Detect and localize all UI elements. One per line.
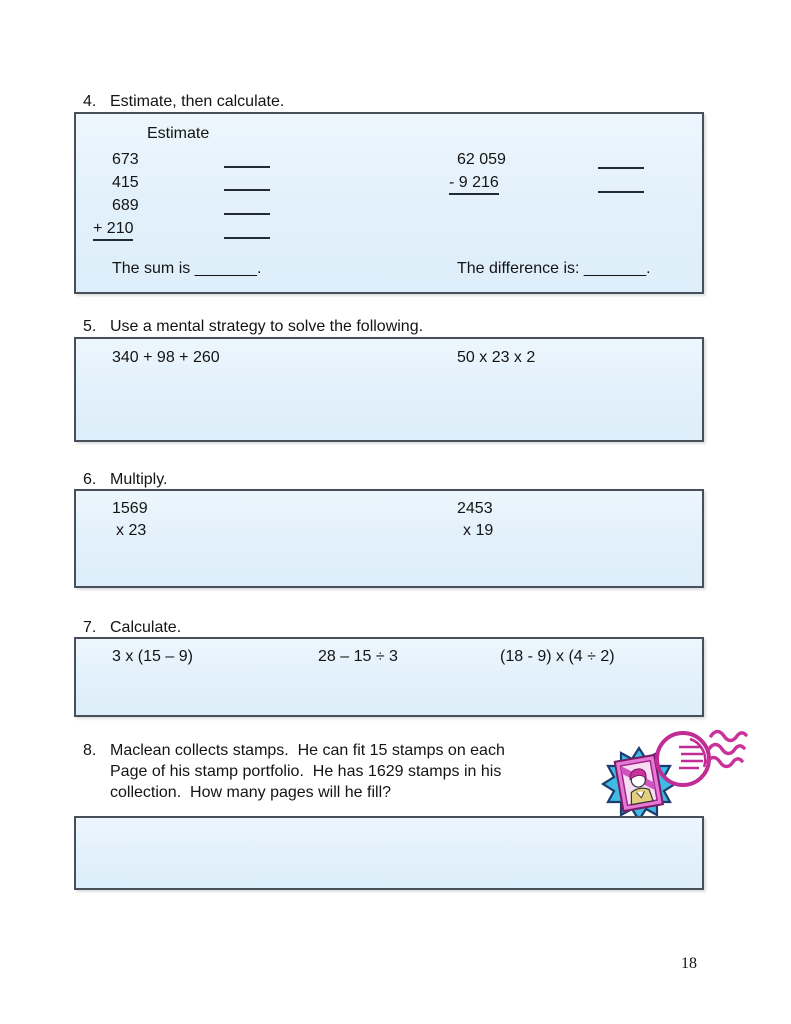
question-6-number: 6. bbox=[83, 471, 97, 488]
calculate-expression-3: (18 - 9) x (4 ÷ 2) bbox=[500, 648, 615, 665]
estimate-blank-line bbox=[224, 166, 270, 168]
question-5-prompt: Use a mental strategy to solve the following. bbox=[110, 318, 424, 335]
question-8-number: 8. bbox=[83, 742, 97, 759]
multiplication-right-bottom: x 19 bbox=[463, 522, 494, 539]
question-7-number: 7. bbox=[83, 619, 97, 636]
sum-answer-line: The sum is _______. bbox=[112, 260, 262, 277]
answer-box-q8 bbox=[74, 816, 704, 890]
calculate-expression-1: 3 x (15 – 9) bbox=[112, 648, 193, 665]
question-8-text-line-3: collection. How many pages will he fill? bbox=[110, 784, 392, 801]
addend-1: 673 bbox=[112, 151, 139, 168]
calculate-expression-2: 28 – 15 ÷ 3 bbox=[318, 648, 398, 665]
addend-4-with-plus: + 210 bbox=[93, 219, 133, 241]
answer-box-q7 bbox=[74, 637, 704, 717]
answer-box-q4 bbox=[74, 112, 704, 294]
question-4-number: 4. bbox=[83, 93, 97, 110]
question-8-text-line-2: Page of his stamp portfolio. He has 1629 stamps in his bbox=[110, 763, 502, 780]
minuend: 62 059 bbox=[457, 151, 506, 168]
cancellation-waves-icon bbox=[707, 732, 746, 767]
question-6-prompt: Multiply. bbox=[110, 471, 168, 488]
subtrahend-with-minus: - 9 216 bbox=[449, 173, 499, 195]
mental-math-expression-right: 50 x 23 x 2 bbox=[457, 349, 536, 366]
postmark-icon bbox=[657, 733, 709, 785]
answer-box-q5 bbox=[74, 337, 704, 442]
question-4-prompt: Estimate, then calculate. bbox=[110, 93, 285, 110]
mental-math-expression-left: 340 + 98 + 260 bbox=[112, 349, 220, 366]
multiplication-left-top: 1569 bbox=[112, 500, 148, 517]
addend-2: 415 bbox=[112, 174, 139, 191]
question-7-prompt: Calculate. bbox=[110, 619, 182, 636]
estimate-blank-line bbox=[224, 213, 270, 215]
page-number: 18 bbox=[681, 955, 697, 972]
estimate-blank-line bbox=[598, 191, 644, 193]
question-5-number: 5. bbox=[83, 318, 97, 335]
estimate-blank-line bbox=[224, 189, 270, 191]
multiplication-left-bottom: x 23 bbox=[116, 522, 147, 539]
estimate-blank-line bbox=[598, 167, 644, 169]
estimate-blank-line bbox=[224, 237, 270, 239]
question-8-text-line-1: Maclean collects stamps. He can fit 15 stamps on each bbox=[110, 742, 505, 759]
multiplication-right-top: 2453 bbox=[457, 500, 493, 517]
estimate-column-header: Estimate bbox=[147, 125, 210, 142]
answer-box-q6 bbox=[74, 489, 704, 588]
difference-answer-line: The difference is: _______. bbox=[457, 260, 651, 277]
postage-stamp-icon bbox=[593, 727, 748, 822]
addend-3: 689 bbox=[112, 197, 139, 214]
